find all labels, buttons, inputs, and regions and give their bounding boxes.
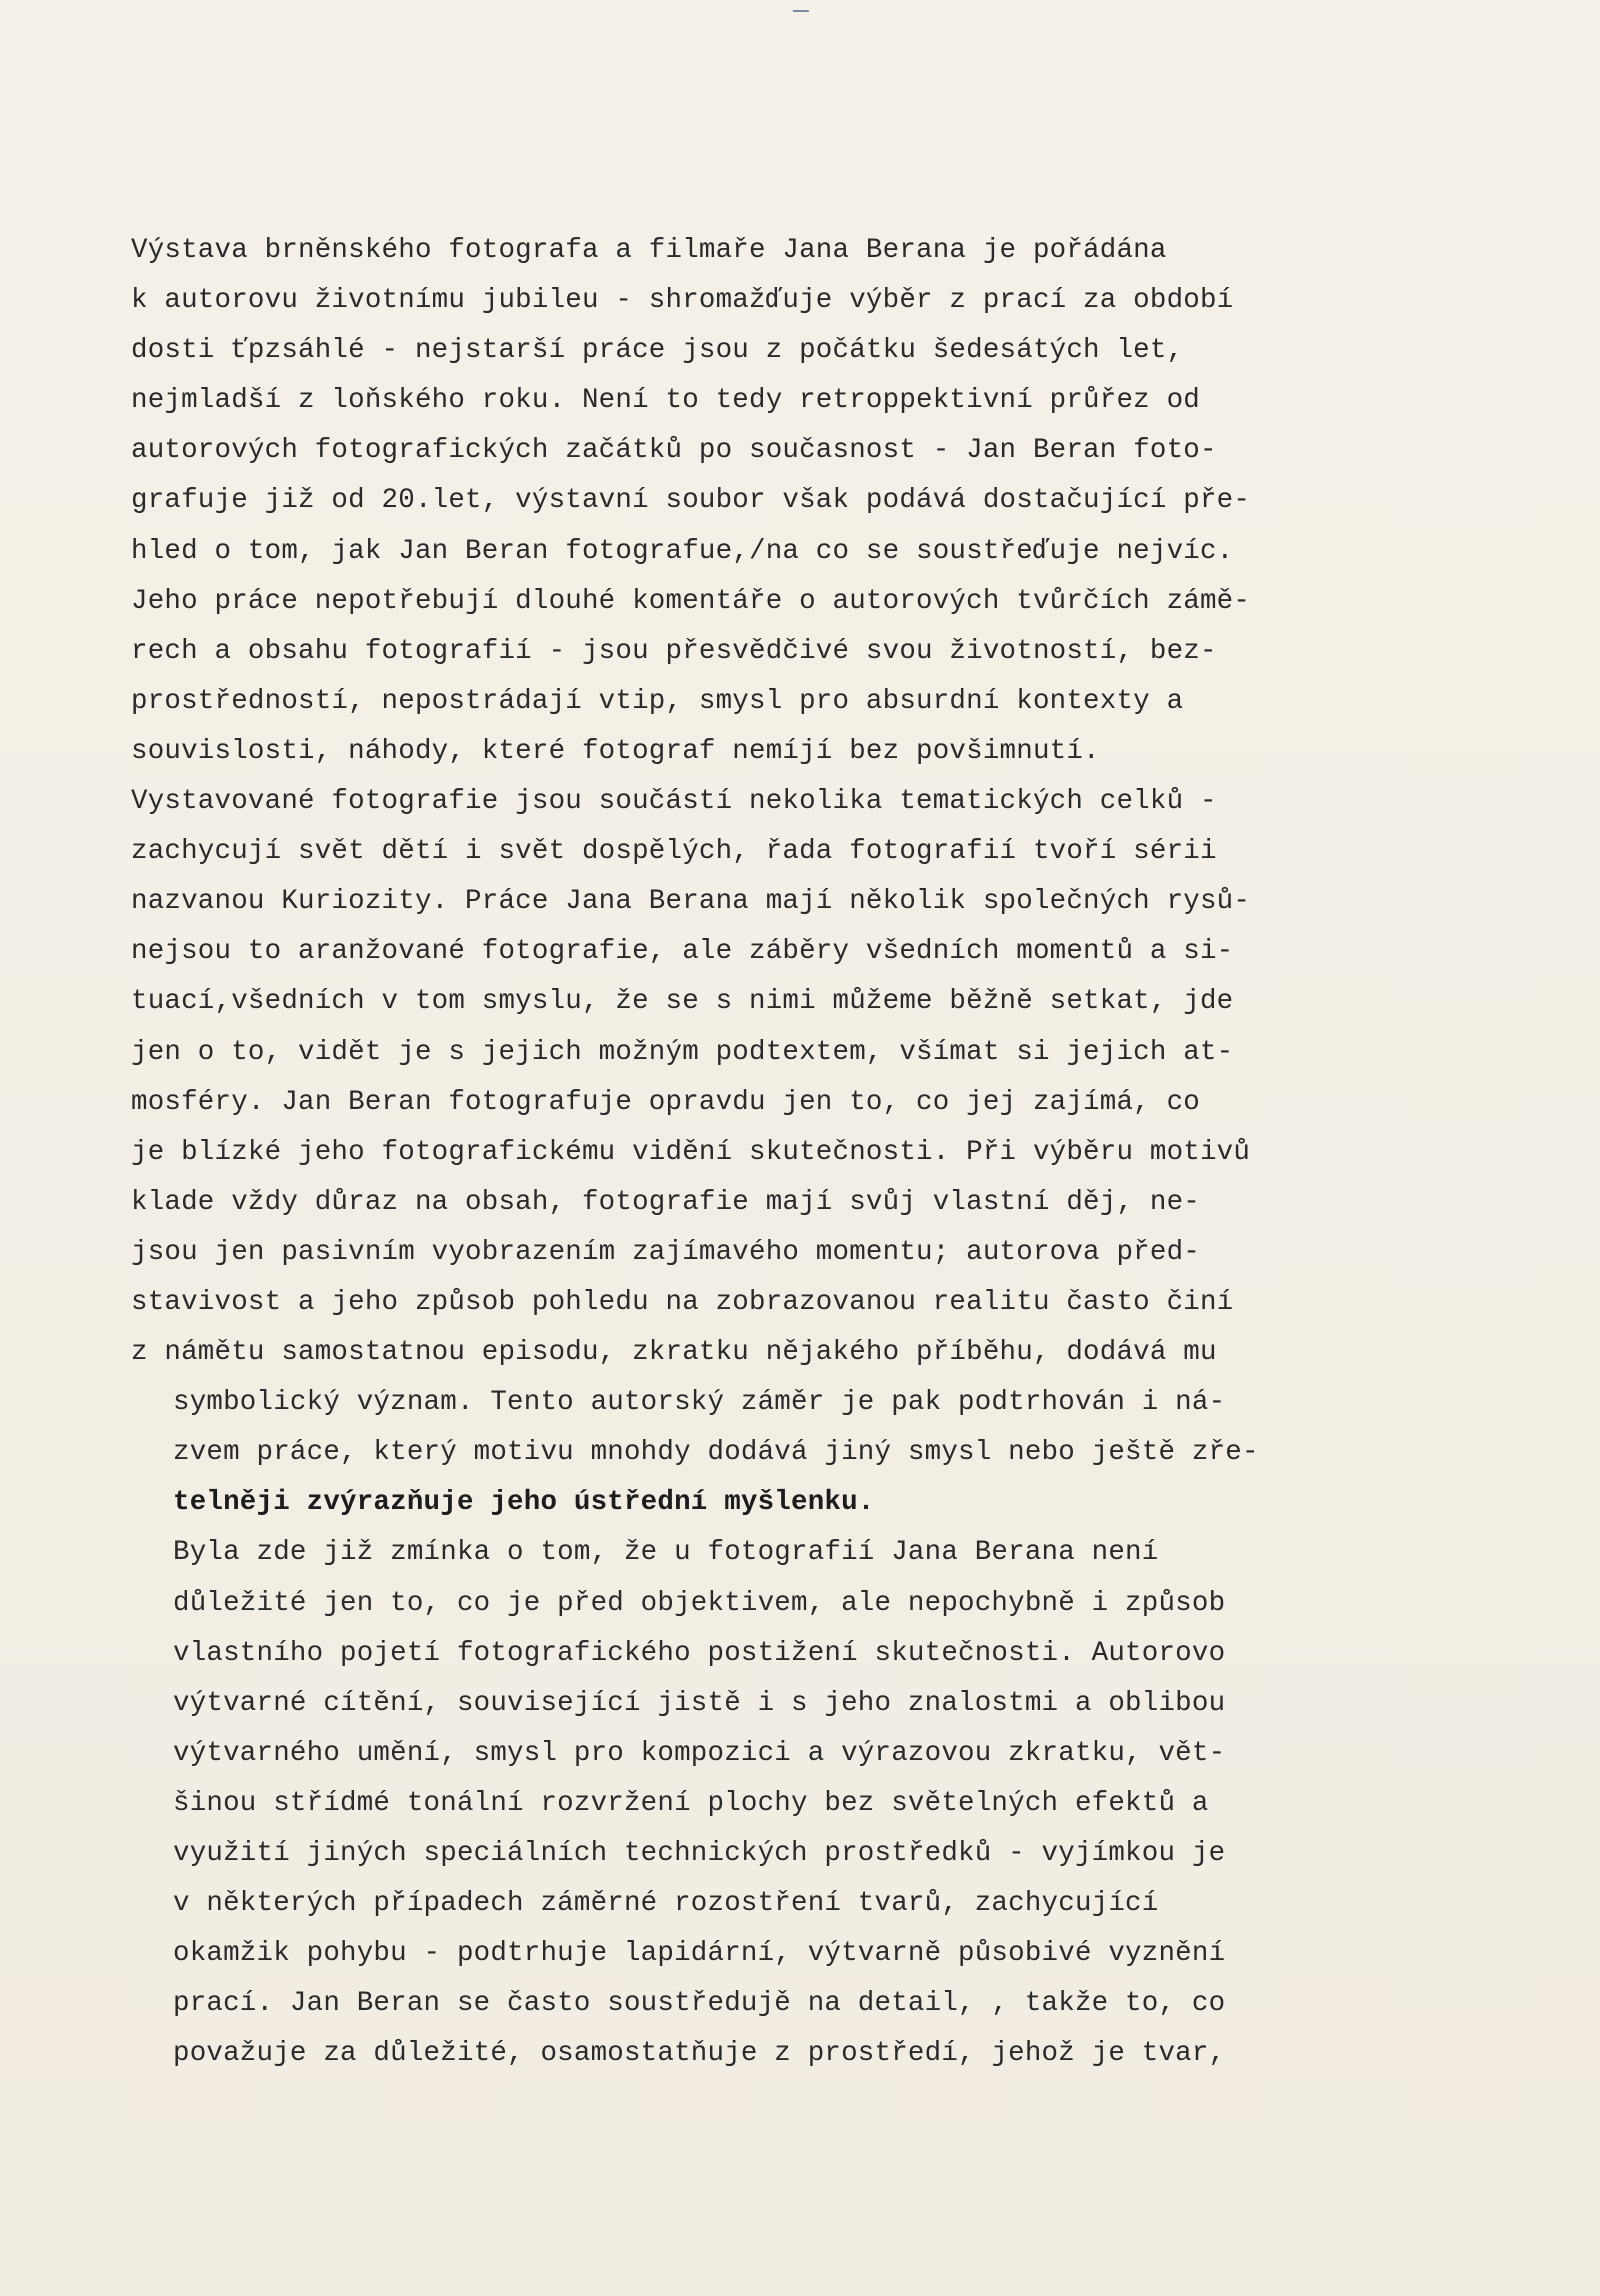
- text-line: autorových fotografických začátků po současnost - Jan Beran foto-: [131, 435, 1217, 467]
- text-line: zachycují svět dětí i svět dospělých, řada fotografií tvoří sérii: [131, 836, 1217, 868]
- text-line: výtvarné cítění, související jistě i s jeho znalostmi a oblibou: [173, 1687, 1226, 1719]
- text-line: prostředností, nepostrádají vtip, smysl pro absurdní kontexty a: [131, 685, 1184, 717]
- text-line: k autorovu životnímu jubileu - shromažďuje výběr z prací za období: [131, 285, 1234, 317]
- text-line: nejmladší z loňského roku. Není to tedy retroppektivní průřez od: [131, 385, 1200, 417]
- text-line: telněji zvýrazňuje jeho ústřední myšlenku.: [173, 1487, 875, 1519]
- text-line: nejsou to aranžované fotografie, ale záběry všedních momentů a si-: [131, 936, 1234, 968]
- text-line: Byla zde již zmínka o tom, že u fotografií Jana Berana není: [173, 1537, 1159, 1569]
- text-line: hled o tom, jak Jan Beran fotografue,/na co se soustřeďuje nejvíc.: [131, 535, 1234, 567]
- text-line: Vystavované fotografie jsou součástí nekolika tematických celků -: [131, 786, 1217, 818]
- text-line: jsou jen pasivním vyobrazením zajímavého momentu; autorova před-: [131, 1236, 1200, 1268]
- typescript-text: [131, 226, 1491, 2079]
- text-line: výtvarného umění, smysl pro kompozici a výrazovou zkratku, vět-: [173, 1737, 1226, 1769]
- text-line: prací. Jan Beran se často soustředujě na detail, , takže to, co: [173, 1988, 1226, 2020]
- text-line: šinou střídmé tonální rozvržení plochy bez světelných efektů a: [173, 1787, 1209, 1819]
- pencil-mark: [787, 0, 810, 12]
- text-line: vlastního pojetí fotografického postižení skutečnosti. Autorovo: [173, 1637, 1226, 1669]
- text-line: jen o to, vidět je s jejich možným podtextem, všímat si jejich at-: [131, 1036, 1234, 1068]
- text-line: grafuje již od 20.let, výstavní soubor však podává dostačující pře-: [131, 485, 1251, 517]
- text-line: klade vždy důraz na obsah, fotografie mají svůj vlastní děj, ne-: [131, 1186, 1200, 1218]
- text-line: stavivost a jeho způsob pohledu na zobrazovanou realitu často činí: [131, 1286, 1234, 1318]
- text-line: dosti ťpzsáhlé - nejstarší práce jsou z počátku šedesátých let,: [131, 335, 1184, 367]
- text-line: Jeho práce nepotřebují dlouhé komentáře o autorových tvůrčích zámě-: [131, 585, 1251, 617]
- text-line: nazvanou Kuriozity. Práce Jana Berana mají několik společných rysů-: [131, 886, 1251, 918]
- text-line: tuací,všedních v tom smyslu, že se s nimi můžeme běžně setkat, jde: [131, 986, 1234, 1018]
- text-line: souvislosti, náhody, které fotograf nemíjí bez povšimnutí.: [131, 735, 1100, 767]
- text-line: symbolický význam. Tento autorský záměr je pak podtrhován i ná-: [173, 1387, 1226, 1419]
- text-line: považuje za důležité, osamostatňuje z prostředí, jehož je tvar,: [173, 2038, 1226, 2070]
- text-line: okamžik pohybu - podtrhuje lapidární, výtvarně působivé vyznění: [173, 1938, 1226, 1970]
- text-line: rech a obsahu fotografií - jsou přesvědčivé svou životností, bez-: [131, 635, 1217, 667]
- text-line: zvem práce, který motivu mnohdy dodává jiný smysl nebo ještě zře-: [173, 1437, 1259, 1469]
- text-line: mosféry. Jan Beran fotografuje opravdu jen to, co jej zajímá, co: [131, 1086, 1200, 1118]
- text-line: důležité jen to, co je před objektivem, ale nepochybně i způsob: [173, 1587, 1226, 1619]
- text-line: z námětu samostatnou episodu, zkratku nějakého příběhu, dodává mu: [131, 1337, 1217, 1369]
- text-line: je blízké jeho fotografickému vidění skutečnosti. Při výběru motivů: [131, 1136, 1251, 1168]
- text-line: využití jiných speciálních technických prostředků - vyjímkou je: [173, 1838, 1226, 1869]
- text-line: Výstava brněnského fotografa a filmaře Jana Berana je pořádána: [131, 235, 1167, 266]
- text-line: v některých případech záměrné rozostření tvarů, zachycující: [173, 1888, 1159, 1920]
